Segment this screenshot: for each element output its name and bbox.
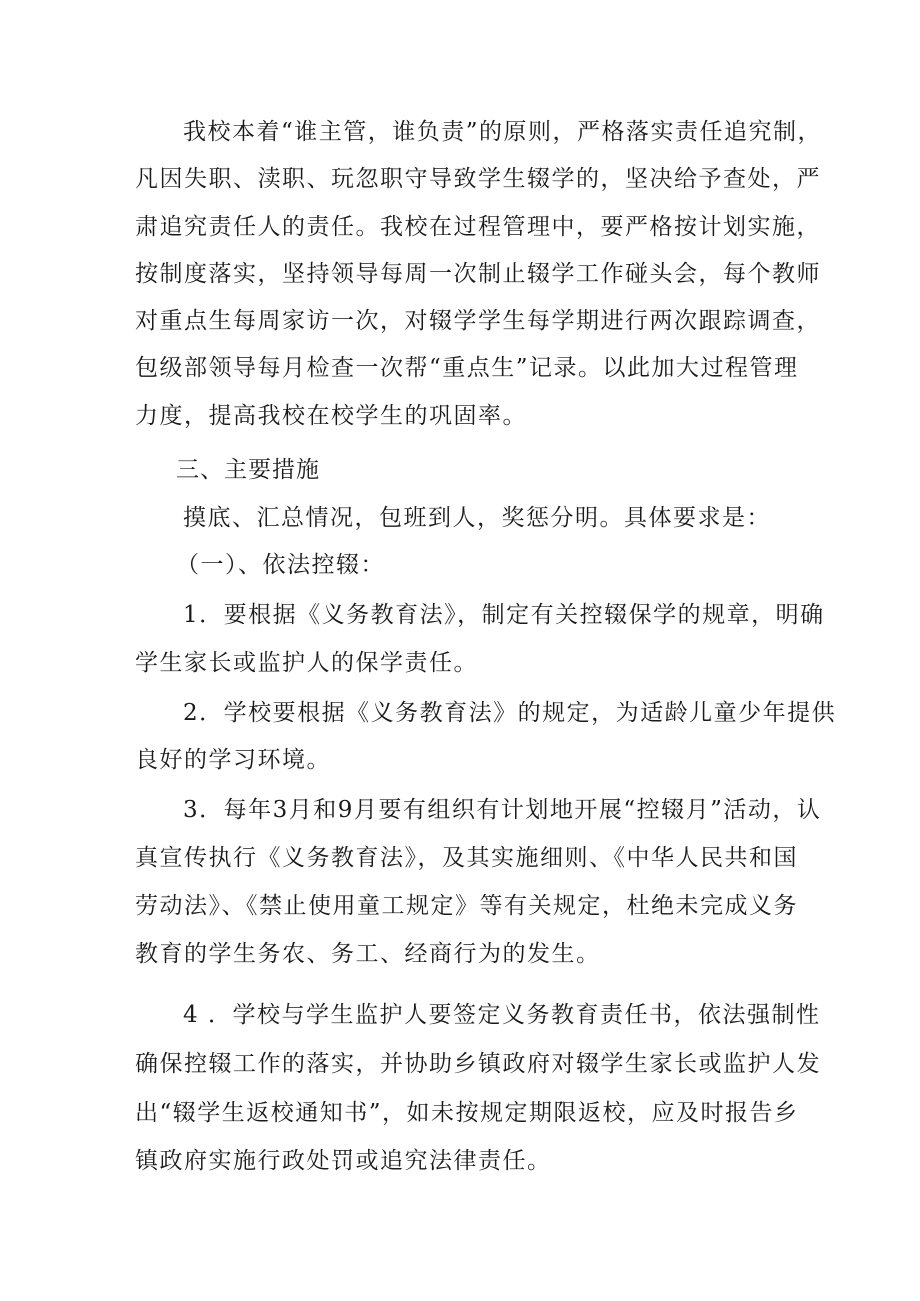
subheading-legal-control: （一）、依法控辍： — [176, 552, 385, 578]
item-1-line-2: 学生家长或监护人的保学责任。 — [135, 650, 478, 676]
item-3-line-3: 劳动法》、《禁止使用童工规定》等有关规定，杜绝未完成义务 — [135, 893, 798, 919]
item-4-line-2: 确保控辍工作的落实，并协助乡镇政府对辍学生家长或监护人发 — [135, 1051, 821, 1077]
paragraph-1-line-6: 包级部领导每月检查一次帮“重点生”记录。以此加大过程管理 — [135, 355, 799, 381]
paragraph-1-line-3: 肃追究责任人的责任。我校在过程管理中，要严格按计划实施， — [135, 214, 821, 240]
item-4-line-4: 镇政府实施行政处罚或追究法律责任。 — [135, 1148, 552, 1174]
paragraph-1-line-7: 力度，提高我校在校学生的巩固率。 — [135, 403, 527, 429]
item-1-line-1: 1．要根据《义务教育法》，制定有关控辍保学的规章，明确 — [183, 602, 825, 628]
item-3-line-2: 真宣传执行《义务教育法》，及其实施细则、《中华人民共和国 — [135, 845, 798, 871]
paragraph-1-line-2: 凡因失职、渎职、玩忽职守导致学生辍学的，坚决给予查处，严 — [135, 166, 821, 192]
intro-text: 摸底、汇总情况，包班到人，奖惩分明。具体要求是： — [183, 505, 771, 531]
item-2-line-2: 良好的学习环境。 — [135, 747, 331, 773]
item-4-line-3: 出“辍学生返校通知书”，如未按规定期限返校，应及时报告乡 — [135, 1100, 799, 1126]
paragraph-1-line-1: 我校本着“谁主管，谁负责”的原则，严格落实责任追究制， — [183, 119, 823, 145]
paragraph-1-line-5: 对重点生每周家访一次，对辍学学生每学期进行两次跟踪调查， — [135, 308, 821, 334]
item-4-line-1: 4 ．学校与学生监护人要签定义务教育责任书，依法强制性 — [183, 1002, 821, 1028]
item-2-line-1: 2．学校要根据《义务教育法》的规定，为适龄儿童少年提供 — [183, 700, 837, 726]
item-3-line-1: 3．每年3月和9月要有组织有计划地开展“控辍月”活动，认 — [183, 797, 822, 823]
item-3-line-4: 教育的学生务农、务工、经商行为的发生。 — [135, 941, 601, 967]
section-heading: 三、主要措施 — [176, 457, 320, 483]
paragraph-1-line-4: 按制度落实，坚持领导每周一次制止辍学工作碰头会，每个教师 — [135, 261, 821, 287]
